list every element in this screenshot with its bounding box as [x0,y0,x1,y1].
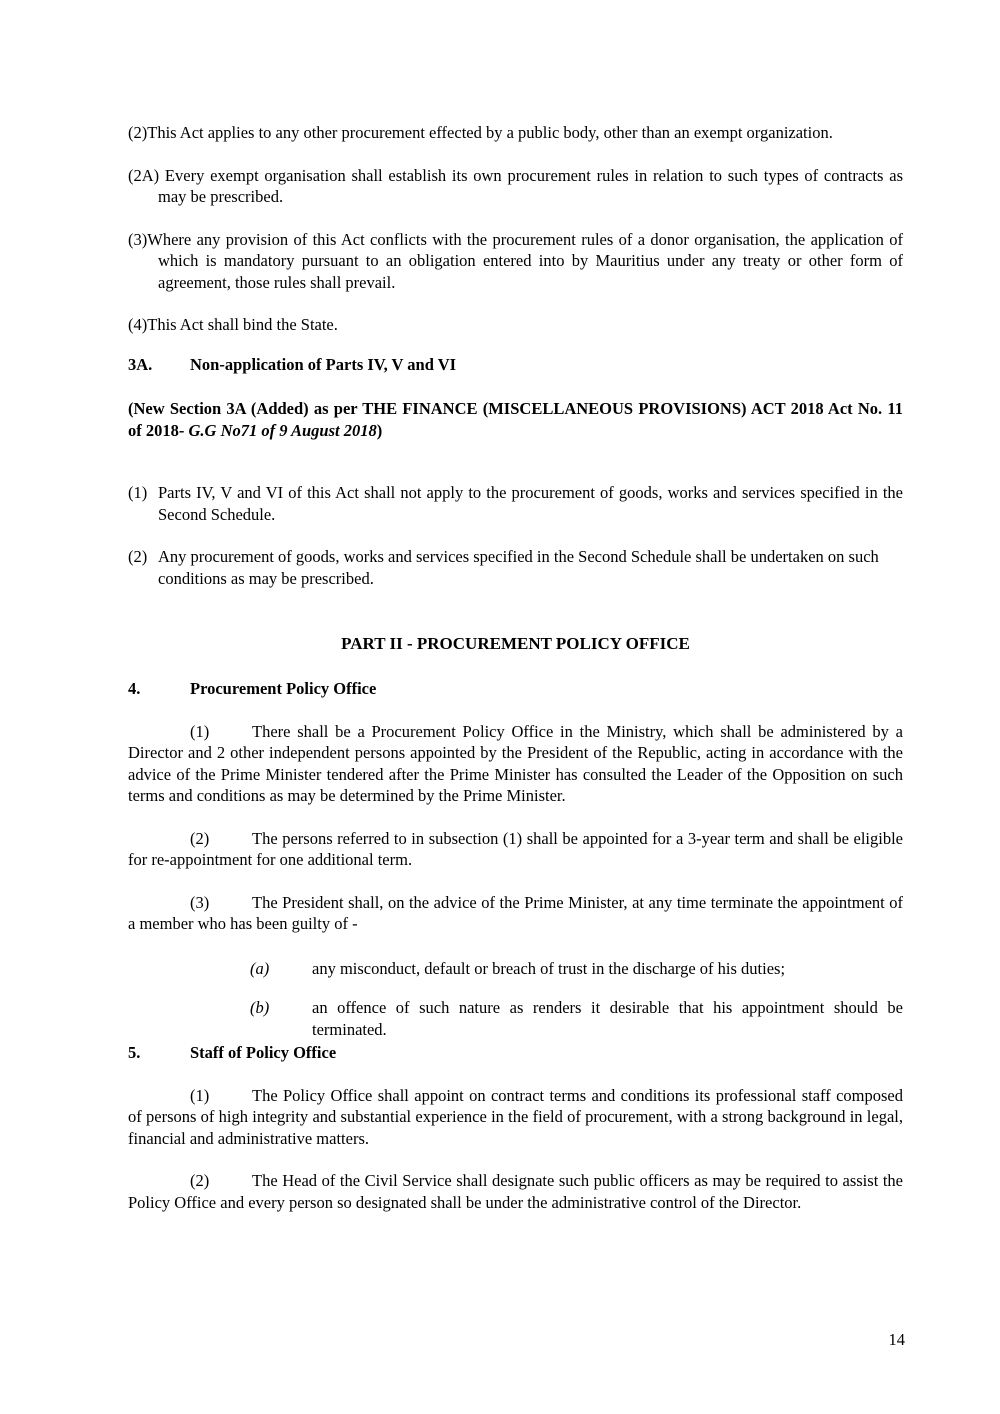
clause-4 [128,314,903,336]
section-4-subsection-2 [128,828,903,871]
section-4-subsection-2-text: The persons referred to in subsection (1) shall be appointed for a 3-year term and shall be eligible for re-appointment for one additional term. [128,828,903,869]
section-3a-heading [128,354,903,376]
section-5-subsection-1-marker: (1) [190,1085,210,1105]
section-4-item-b [128,997,903,1040]
section-3a-item-1-text: Parts IV, V and VI of this Act shall not apply to the procurement of goods, works and services specified in the Second Schedule. [158,483,903,524]
section-4-subsection-1-marker: (1) [190,721,210,741]
section-4-item-a-text: any misconduct, default or breach of trust in the discharge of his duties; [312,958,786,978]
section-4-subsection-3-text: The President shall, on the advice of the Prime Minister, at any time terminate the appointment of a member who has been guilty of - [128,892,903,933]
section-4-title: Procurement Policy Office [190,679,377,698]
section-4-subsection-1 [128,721,903,807]
section-3a-item-1-marker: (1) [128,483,148,502]
clause-3 [128,229,903,294]
clause-2-text: (2)This Act applies to any other procurement effected by a public body, other than an exempt organization. [128,123,833,142]
section-4-subsection-1-text: There shall be a Procurement Policy Office in the Ministry, which shall be administered by a Director and 2 other independent persons appointed by the President of the Republic, acting in accordance with the advice of the Prime Minister tendered after the Prime Minister has consulted the Leader of the Opposition on such terms and conditions as may be determined by the Prime Minister. [128,721,903,805]
section-4-item-a [128,958,903,980]
section-4-number: 4. [128,679,141,698]
section-4-item-b-marker: (b) [250,998,270,1017]
section-3a-item-2-text: Any procurement of goods, works and services specified in the Second Schedule shall be undertaken on such conditions as may be prescribed. [158,547,879,588]
section-3a-item-2 [128,546,903,589]
page-number: 14 [888,1330,905,1349]
section-5-title: Staff of Policy Office [190,1043,337,1062]
section-5-subsection-1 [128,1085,903,1150]
section-5-subsection-2 [128,1170,903,1213]
clause-2a-text: (2A) Every exempt organisation shall establish its own procurement rules in relation to such types of contracts as may be prescribed. [128,165,903,206]
section-3a-number: 3A. [128,354,153,374]
amendment-note-gazette: G.G No71 of 9 August 2018 [188,420,377,440]
section-5-heading [128,1042,903,1064]
section-4-heading [128,678,903,700]
clause-4-text: (4)This Act shall bind the State. [128,315,338,334]
section-4-subsection-3 [128,892,903,935]
section-3a-item-1 [128,482,903,525]
amendment-note-text: (New Section 3A (Added) as per THE FINANCE (MISCELLANEOUS PROVISIONS) ACT 2018 Act No. 11 of 2018- [128,399,903,440]
section-4-item-b-text: an offence of such nature as renders it desirable that his appointment should be terminated. [312,998,903,1039]
section-3a-title: Non-application of Parts IV, V and VI [190,354,457,374]
section-5-subsection-2-text: The Head of the Civil Service shall designate such public officers as may be required to assist the Policy Office and every person so designated shall be under the administrative control of the Director. [128,1171,903,1212]
section-5-number: 5. [128,1043,141,1062]
clause-2a [128,165,903,208]
section-4-item-a-marker: (a) [250,958,270,978]
section-3a-item-2-marker: (2) [128,547,148,566]
amendment-note [128,398,903,441]
section-4-subsection-2-marker: (2) [190,828,210,848]
part-2-heading: PART II - PROCUREMENT POLICY OFFICE [341,634,690,653]
section-5-subsection-2-marker: (2) [190,1171,210,1190]
amendment-note-closing: ) [376,420,383,440]
section-4-subsection-3-marker: (3) [190,892,210,912]
clause-3-text: (3)Where any provision of this Act conflicts with the procurement rules of a donor organisation, the application of which is mandatory pursuant to an obligation entered into by Mauritius under any treaty or other form of agreement, those rules shall prevail. [128,229,903,292]
section-5-subsection-1-text: The Policy Office shall appoint on contract terms and conditions its professional staff composed of persons of high integrity and substantial experience in the field of procurement, with a strong background in legal, financial and administrative matters. [128,1085,903,1148]
clause-2 [128,122,903,144]
